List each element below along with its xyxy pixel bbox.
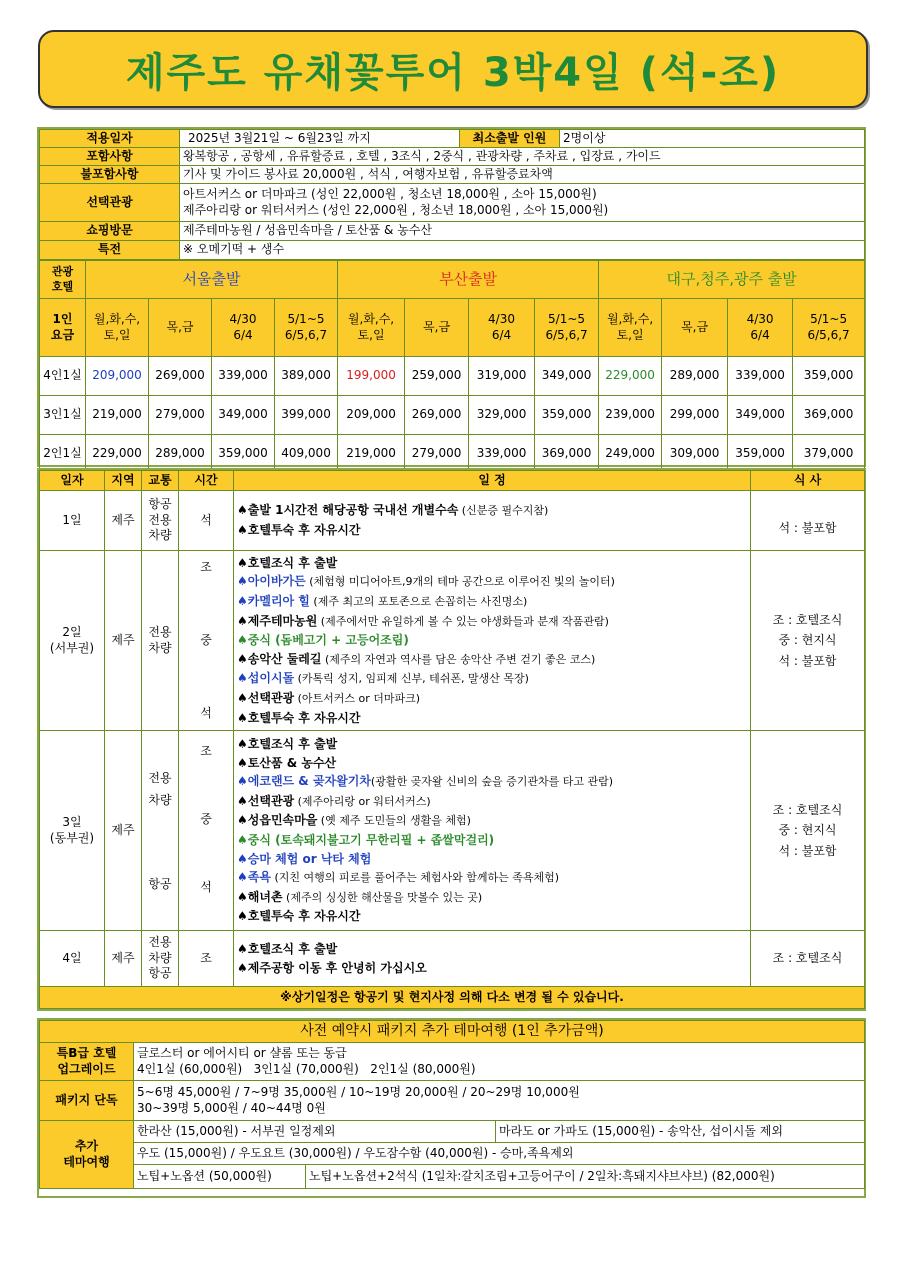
price-cell: 359,000 xyxy=(728,435,793,474)
itinerary-item xyxy=(237,650,747,670)
price-cell: 269,000 xyxy=(149,357,212,396)
theme-hallasan: 한라산 (15,000원) - 서부권 일정제외 xyxy=(134,1121,496,1143)
itinerary-item-title: ♠에코랜드 & 곶자왈기차 xyxy=(237,774,371,789)
room-type-label: 3인1실 xyxy=(40,396,86,435)
day1-transport: 항공 전용 차량 xyxy=(142,491,179,551)
price-cell: 209,000 xyxy=(86,357,149,396)
day3-region: 제주 xyxy=(105,731,142,931)
itinerary-item xyxy=(237,772,747,792)
itinerary-item xyxy=(237,907,747,926)
day2-label: 2일 (서부권) xyxy=(40,551,105,731)
incl-value: 왕복항공 , 공항세 , 유류할증료 , 호텔 , 3조식 , 2중식 , 관광차량 , 주차료 , 입장료 , 가이드 xyxy=(180,148,865,166)
price-cell: 229,000 xyxy=(86,435,149,474)
itinerary-item-desc: (카톡릭 성지, 임피제 신부, 테쉬폰, 말생산 목장) xyxy=(294,672,529,686)
price-cell: 369,000 xyxy=(793,396,865,435)
extra-table xyxy=(39,1020,865,1189)
price-cell: 359,000 xyxy=(793,357,865,396)
itinerary-item-desc: (옛 제주 도민들의 생활을 체험) xyxy=(317,814,471,828)
price-cell: 339,000 xyxy=(212,357,275,396)
schedule-table xyxy=(39,470,865,1009)
price-cell: 369,000 xyxy=(535,435,599,474)
itinerary-item xyxy=(237,554,747,573)
itinerary-item xyxy=(237,811,747,831)
itinerary-item-title: ♠선택관광 xyxy=(237,793,295,808)
price-col-header: 5/1~5 6/5,6,7 xyxy=(793,299,865,357)
day3-meal: 조 : 호텔조식 중 : 현지식 석 : 불포함 xyxy=(751,731,865,931)
price-col-header: 5/1~5 6/5,6,7 xyxy=(535,299,599,357)
itinerary-item-title: ♠중식 (토속돼지불고기 무한리필 + 좁쌀막걸리) xyxy=(237,833,495,847)
itinerary-item xyxy=(237,754,747,773)
sched-header-meal: 식 사 xyxy=(751,471,865,491)
itinerary-item-title: ♠제주공항 이동 후 안녕히 가십시오 xyxy=(237,960,427,975)
day2-meal: 조 : 호텔조식 중 : 현지식 석 : 불포함 xyxy=(751,551,865,731)
period-value: 2025년 3월21일 ~ 6월23일 까지 xyxy=(180,130,460,148)
pkg-value-1: 5~6명 45,000원 / 7~9명 35,000원 / 10~19명 20,000원 / 20~29명 10,000원 xyxy=(137,1084,580,1099)
day1-region: 제주 xyxy=(105,491,142,551)
sched-header-day: 일자 xyxy=(40,471,105,491)
day2-time-dinner: 석 xyxy=(200,705,212,720)
itinerary-item-title: ♠호텔조식 후 출발 xyxy=(237,555,338,570)
room-type-label: 4인1실 xyxy=(40,357,86,396)
day3-transport-car: 전용 차량 xyxy=(148,771,172,807)
itinerary-item xyxy=(237,959,747,978)
opt-value-1: 아트서커스 or 더마파크 (성인 22,000원 , 청소년 18,000원 , 소아 15,000원) xyxy=(183,186,597,201)
itinerary-item-desc: (체험형 미디어아트,9개의 테마 공간으로 이루어진 빛의 놀이터) xyxy=(305,575,615,589)
sched-header-region: 지역 xyxy=(105,471,142,491)
sched-header-transport: 교통 xyxy=(142,471,179,491)
day2-time-morning: 조 xyxy=(200,559,212,574)
itinerary-item-desc: (제주의 싱싱한 해산물을 맛볼수 있는 곳) xyxy=(282,890,483,904)
day4-meal: 조 : 호텔조식 xyxy=(751,931,865,987)
day1-label: 1일 xyxy=(40,491,105,551)
price-col-header: 4/30 6/4 xyxy=(212,299,275,357)
price-cell: 349,000 xyxy=(212,396,275,435)
region-seoul: 서울출발 xyxy=(86,261,338,299)
pkg-value-2: 30~39명 5,000원 / 40~44명 0원 xyxy=(137,1100,326,1115)
price-cell: 389,000 xyxy=(275,357,338,396)
price-cell: 309,000 xyxy=(662,435,728,474)
price-cell: 399,000 xyxy=(275,396,338,435)
itinerary-item xyxy=(237,501,747,521)
price-cell: 289,000 xyxy=(662,357,728,396)
price-cell: 249,000 xyxy=(599,435,662,474)
region-daegu: 대구,청주,광주 출발 xyxy=(599,261,865,299)
price-col-header: 4/30 6/4 xyxy=(728,299,793,357)
itinerary-item-title: ♠선택관광 xyxy=(237,690,295,705)
day2-itinerary xyxy=(234,551,751,731)
price-col-header: 목,금 xyxy=(149,299,212,357)
page-title: 제주도 유채꽃투어 3박4일 (석-조) xyxy=(125,49,781,96)
itinerary-item-title: ♠제주테마농원 xyxy=(237,613,318,628)
day2-transport: 전용 차량 xyxy=(142,551,179,731)
hotel-label: 특B급 호텔 업그레이드 xyxy=(40,1043,134,1081)
price-cell: 269,000 xyxy=(405,396,469,435)
itinerary-item-title: ♠호텔조식 후 출발 xyxy=(237,941,338,956)
price-col-header: 목,금 xyxy=(662,299,728,357)
itinerary-item xyxy=(237,850,747,869)
itinerary-item xyxy=(237,689,747,709)
day3-itinerary xyxy=(234,731,751,931)
price-col-header: 월,화,수, 토,일 xyxy=(338,299,405,357)
theme-notip-dinner: 노팁+노옵션+2석식 (1일차:갈치조림+고등어구이 / 2일차:흑돼지샤브샤브) (82,000원) xyxy=(306,1165,865,1189)
itinerary-item-title: ♠성읍민속마을 xyxy=(237,813,318,828)
day2-region: 제주 xyxy=(105,551,142,731)
price-col-header: 4/30 6/4 xyxy=(469,299,535,357)
shop-label: 쇼핑방문 xyxy=(40,222,180,241)
price-cell: 339,000 xyxy=(728,357,793,396)
price-corner: 관광 호텔 xyxy=(40,261,86,299)
price-col-header: 월,화,수, 토,일 xyxy=(86,299,149,357)
incl-label: 포함사항 xyxy=(40,148,180,166)
theme-udo: 우도 (15,000원) / 우도요트 (30,000원) / 우도잠수함 (40,000원) - 승마,족욕제외 xyxy=(134,1143,865,1165)
itinerary-item xyxy=(237,521,747,540)
price-cell: 259,000 xyxy=(405,357,469,396)
hotel-value-1: 글로스터 or 에어시티 or 샬롬 또는 동급 xyxy=(137,1045,347,1060)
itinerary-item xyxy=(237,868,747,888)
price-cell: 339,000 xyxy=(469,435,535,474)
theme-label: 추가 테마여행 xyxy=(40,1121,134,1189)
price-cell: 329,000 xyxy=(469,396,535,435)
opt-label: 선택관광 xyxy=(40,184,180,222)
day1-itinerary xyxy=(234,491,751,551)
room-type-label: 2인1실 xyxy=(40,435,86,474)
price-per: 1인 요금 xyxy=(40,299,86,357)
itinerary-item xyxy=(237,631,747,650)
itinerary-item-desc: (광활한 곶자왈 신비의 숲을 증기관차를 타고 관람) xyxy=(370,775,614,789)
price-cell: 299,000 xyxy=(662,396,728,435)
day4-itinerary xyxy=(234,931,751,987)
price-col-header: 월,화,수, 토,일 xyxy=(599,299,662,357)
title-banner xyxy=(38,30,868,108)
itinerary-item xyxy=(237,940,747,959)
itinerary-item-title: ♠아이바가든 xyxy=(237,574,306,589)
day4-region: 제주 xyxy=(105,931,142,987)
price-cell: 219,000 xyxy=(86,396,149,435)
itinerary-item-title: ♠해녀촌 xyxy=(237,889,283,904)
day1-time: 석 xyxy=(179,491,234,551)
price-cell: 349,000 xyxy=(728,396,793,435)
day4-label: 4일 xyxy=(40,931,105,987)
price-cell: 379,000 xyxy=(793,435,865,474)
day4-transport: 전용 차량 항공 xyxy=(142,931,179,987)
itinerary-item-desc: (제주아리랑 or 워터서커스) xyxy=(294,794,431,808)
itinerary-item xyxy=(237,669,747,689)
itinerary-item xyxy=(237,735,747,754)
itinerary-item-desc: (제주 최고의 포토존으로 손꼽히는 사진명소) xyxy=(309,595,528,609)
itinerary-item-desc: (제주의 자연과 역사를 담은 송악산 주변 걷기 좋은 코스) xyxy=(321,652,596,666)
price-cell: 229,000 xyxy=(599,357,662,396)
day2-time-lunch: 중 xyxy=(200,632,212,647)
itinerary-item-desc: (제주에서만 유일하게 볼 수 있는 야생화들과 분재 작품관람) xyxy=(317,614,609,628)
itinerary-item-title: ♠호텔투숙 후 자유시간 xyxy=(237,909,361,924)
price-cell: 319,000 xyxy=(469,357,535,396)
itinerary-item-title: ♠섭이시돌 xyxy=(237,671,295,686)
period-label: 적용일자 xyxy=(40,130,180,148)
itinerary-item xyxy=(237,612,747,632)
itinerary-item-desc: (아트서커스 or 더마파크) xyxy=(294,691,421,705)
price-cell: 219,000 xyxy=(338,435,405,474)
price-cell: 359,000 xyxy=(212,435,275,474)
itinerary-item-title: ♠송악산 둘레길 xyxy=(237,651,322,666)
itinerary-item-title: ♠승마 체험 or 낙타 체험 xyxy=(237,851,372,866)
day1-meal: 석 : 불포함 xyxy=(751,491,865,551)
price-cell: 279,000 xyxy=(149,396,212,435)
price-table xyxy=(39,260,865,474)
itinerary-item-desc: (지친 여행의 피로를 풀어주는 체험사와 함께하는 족욕체험) xyxy=(270,871,560,885)
min-value: 2명이상 xyxy=(560,130,865,148)
info-table xyxy=(39,129,865,260)
itinerary-item-title: ♠카멜리아 힐 xyxy=(237,594,310,609)
price-cell: 409,000 xyxy=(275,435,338,474)
price-col-header: 목,금 xyxy=(405,299,469,357)
itinerary-item xyxy=(237,572,747,592)
itinerary-item-title: ♠호텔투숙 후 자유시간 xyxy=(237,523,361,537)
itinerary-item-title: ♠호텔조식 후 출발 xyxy=(237,737,338,752)
itinerary-item-title: ♠중식 (돔베고기 + 고등어조림) xyxy=(237,633,409,648)
itinerary-item xyxy=(237,831,747,850)
price-cell: 279,000 xyxy=(405,435,469,474)
day3-time-dinner: 석 xyxy=(200,879,212,894)
price-cell: 349,000 xyxy=(535,357,599,396)
shop-value: 제주테마농원 / 성읍민속마을 / 토산품 & 농수산 xyxy=(180,222,865,241)
schedule-notice: ※상기일정은 항공기 및 현지사정 의해 다소 변경 될 수 있습니다. xyxy=(40,987,865,1009)
price-cell: 209,000 xyxy=(338,396,405,435)
theme-notip: 노팁+노옵션 (50,000원) xyxy=(134,1165,306,1189)
itinerary-item-title: ♠호텔투숙 후 자유시간 xyxy=(237,710,361,725)
day3-time-morning: 조 xyxy=(200,743,212,758)
price-cell: 359,000 xyxy=(535,396,599,435)
itinerary-item xyxy=(237,888,747,908)
theme-marado: 마라도 or 가파도 (15,000원) - 송악산, 섭이시돌 제외 xyxy=(496,1121,865,1143)
day3-transport-air: 항공 xyxy=(148,877,172,892)
spec-value: ※ 오메기떡 + 생수 xyxy=(180,241,865,260)
opt-value-2: 제주아리랑 or 워터서커스 (성인 22,000원 , 청소년 18,000원 , 소아 15,000원) xyxy=(183,202,609,217)
itinerary-item-desc: (신분증 필수지참) xyxy=(458,504,549,518)
sched-header-itinerary: 일 정 xyxy=(234,471,751,491)
excl-value: 기사 및 가이드 봉사료 20,000원 , 석식 , 여행자보험 , 유류할증료차액 xyxy=(180,166,865,184)
day4-time: 조 xyxy=(179,931,234,987)
itinerary-item-title: ♠출발 1시간전 해당공항 국내선 개별수속 xyxy=(237,503,459,518)
price-cell: 289,000 xyxy=(149,435,212,474)
region-busan: 부산출발 xyxy=(338,261,599,299)
excl-label: 불포함사항 xyxy=(40,166,180,184)
itinerary-item xyxy=(237,792,747,812)
itinerary-item-title: ♠족욕 xyxy=(237,870,271,885)
pkg-label: 패키지 단독 xyxy=(40,1081,134,1121)
itinerary-item xyxy=(237,709,747,728)
price-cell: 199,000 xyxy=(338,357,405,396)
day3-time-lunch: 중 xyxy=(200,811,212,826)
itinerary-item-title: ♠토산품 & 농수산 xyxy=(237,755,337,770)
hotel-value-2: 4인1실 (60,000원) 3인1실 (70,000원) 2인1실 (80,000원) xyxy=(137,1061,476,1076)
sched-header-time: 시간 xyxy=(179,471,234,491)
price-cell: 239,000 xyxy=(599,396,662,435)
itinerary-item xyxy=(237,592,747,612)
min-label: 최소출발 인원 xyxy=(460,130,560,148)
extra-title: 사전 예약시 패키지 추가 테마여행 (1인 추가금액) xyxy=(40,1021,865,1043)
price-col-header: 5/1~5 6/5,6,7 xyxy=(275,299,338,357)
day3-label: 3일 (동부권) xyxy=(40,731,105,931)
spec-label: 특전 xyxy=(40,241,180,260)
